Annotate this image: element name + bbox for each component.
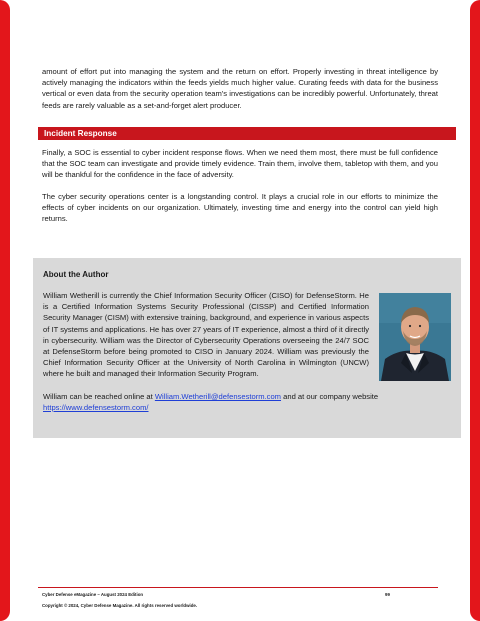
contact-middle: and at our company website	[283, 391, 379, 401]
right-red-edge	[470, 0, 480, 621]
left-red-edge	[0, 0, 10, 621]
author-bio: William Wetherill is currently the Chief Information Security Officer (CISO) for DefenseStorm. He is a Certified Information Systems Security Professional (CISSP) and Certified Information Security Manager (CISM) with extensive training, background, and experience in various aspects of IT systems and applications. He has over 27 years of IT experience, almost a third of it directly in cybersecurity. William was the Director of Cybersecurity Operations overseeing the 24/7 SOC at DefenseStorm before being promoted to CISO in January 2024. William was previously the Chief Information Security Officer at the University of North Carolina in Wilmington (UNCW) where he built and managed their Information Security Program.	[43, 291, 369, 379]
contact-prefix: William can be reached online at	[43, 391, 155, 401]
company-website-link[interactable]: https://www.defensestorm.com/	[43, 402, 149, 412]
author-heading: About the Author	[43, 270, 109, 279]
author-contact	[43, 391, 451, 413]
footer-edition: Cyber Defense eMagazine – August 2024 Edition	[42, 592, 144, 597]
section-heading-bar: Incident Response	[38, 127, 456, 140]
author-email-link[interactable]: William.Wetherill@defensestorm.com	[154, 391, 282, 401]
footer-copyright: Copyright © 2024, Cyber Defense Magazine. All rights reserved worldwide.	[42, 603, 198, 608]
about-author-box	[33, 258, 461, 438]
incident-response-section	[42, 147, 438, 224]
section-paragraph: Finally, a SOC is essential to cyber incident response flows. When we need them most, there must be full confidence that the SOC team can investigate and provide timely evidence. Train them, involve them, tabletop with them, and you will be thankful for the confidence in the face of adversity.	[42, 148, 438, 180]
section-paragraph: The cyber security operations center is a longstanding control. It plays a crucial role in our efforts to minimize the effects of cyber incidents on our organization. Ultimately, investing time and energy into the control can yield high returns.	[42, 191, 438, 224]
intro-paragraph: amount of effort put into managing the system and the return on effort. Properly investing in threat intelligence by actively managing the indicators within the feeds yields much higher value. Curating feeds with data for the business vertical or even data from the security operation team's investigations can be incredibly powerful. Unfortunately, threat feeds are rarely valuable as a set-and-forget alert producer.	[42, 67, 438, 110]
intro-section	[42, 66, 438, 111]
footer-divider	[38, 587, 438, 588]
author-portrait-icon	[379, 293, 451, 381]
footer-page-number: 99	[385, 592, 390, 597]
author-photo	[379, 293, 451, 381]
